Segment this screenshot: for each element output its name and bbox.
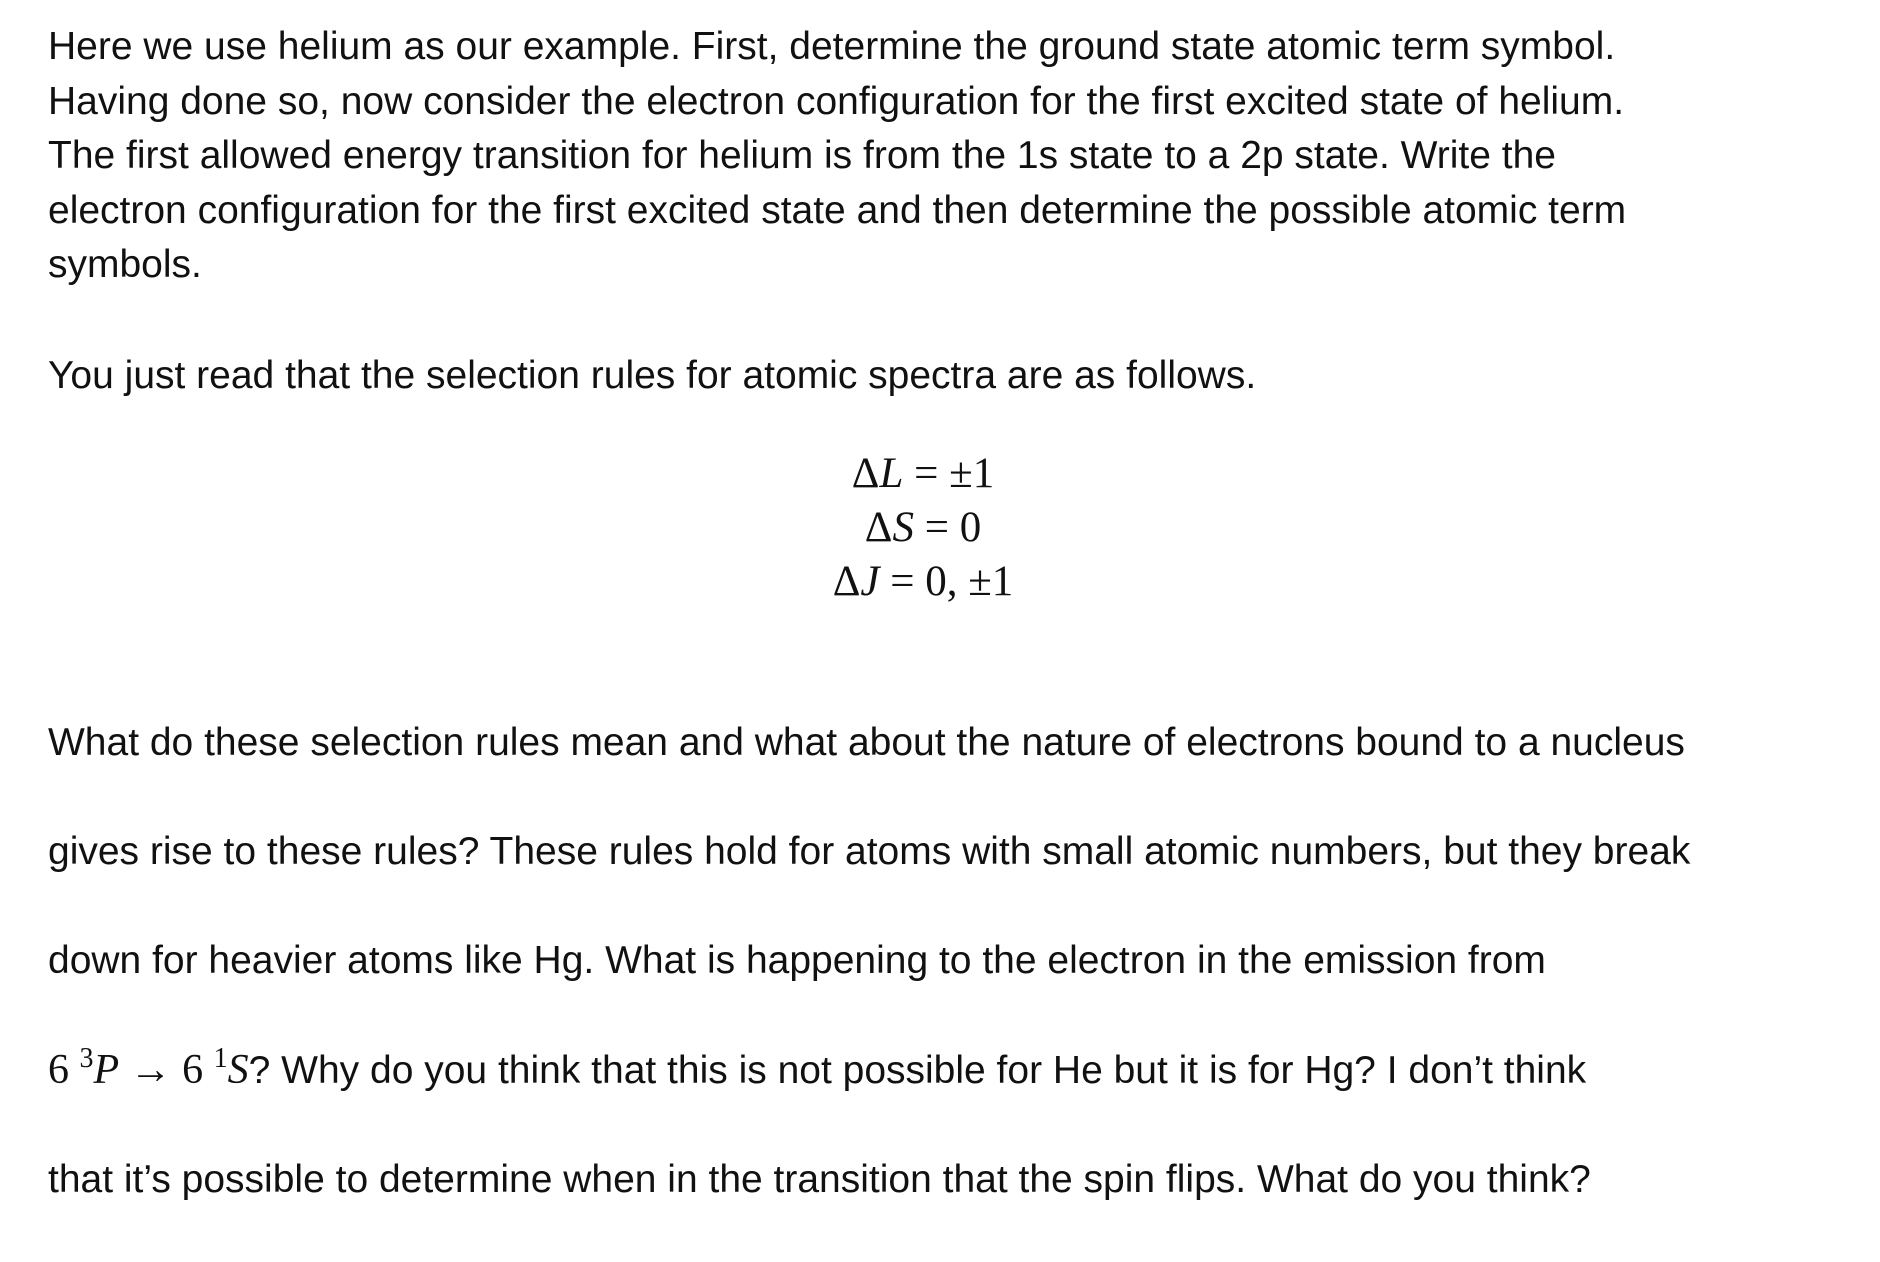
question-line: gives rise to these rules? These rules hold for atoms with small atomic numbers, but they break <box>48 829 1691 873</box>
delta-s-rule: ΔS = 0 <box>864 504 982 551</box>
question-line: 6 $^3$P → 6 $^1$S? Why do you think that this is not possible for He but it is for Hg? I don’t think <box>48 1042 1587 1093</box>
question-line: that it’s possible to determine when in the transition that the spin flips. What do you think? <box>48 1157 1591 1201</box>
hg-transition-expression: 6 $^3$P → 6 $^1$S <box>48 1042 249 1093</box>
selection-rules-equations <box>48 447 1798 609</box>
document-body <box>48 20 1848 1262</box>
question-line: What do these selection rules mean and what about the nature of electrons bound to a nucleus <box>48 720 1685 764</box>
selection-rules-intro: You just read that the selection rules for atomic spectra are as follows. <box>48 353 1257 397</box>
delta-l-rule: ΔL = ±1 <box>851 450 995 497</box>
intro-paragraph: Here we use helium as our example. First, determine the ground state atomic term symbol. Having done so, now consider the electron configuration for the first excited state of helium. The first allowed energy transition for helium is from the 1s state to a 2p state. Write the electron configuration for the first excited state and then determine the possible atomic term symbols. <box>48 25 1627 286</box>
question-line: down for heavier atoms like Hg. What is happening to the electron in the emission from <box>48 938 1546 982</box>
delta-j-rule: ΔJ = 0, ±1 <box>832 558 1014 605</box>
question-paragraph <box>48 661 1848 1262</box>
